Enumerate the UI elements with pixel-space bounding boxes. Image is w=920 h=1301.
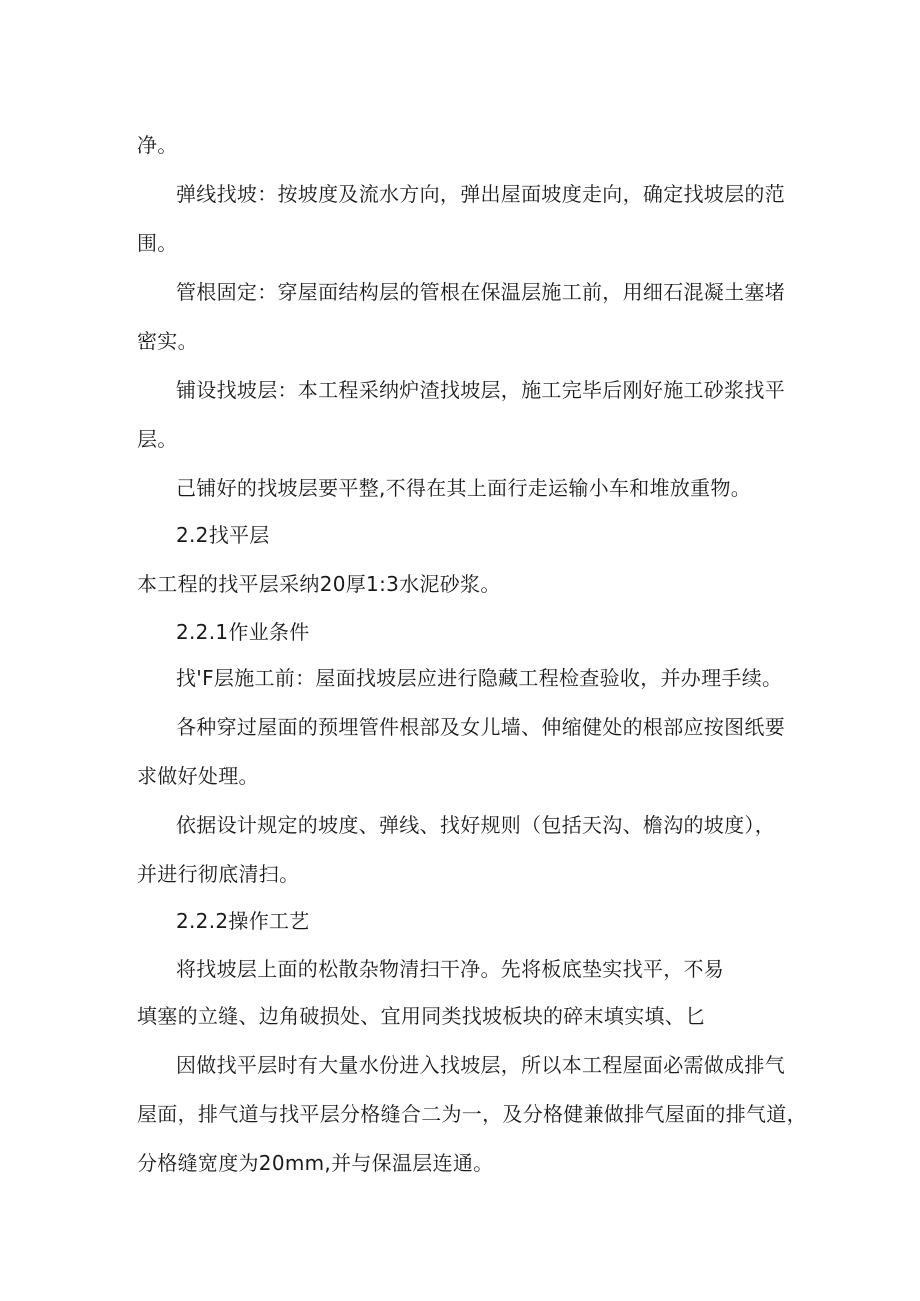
text-line-21: 屋面，排气道与找平层分格缝合二为一，及分格健兼做排气屋面的排气道， — [137, 1102, 807, 1126]
text-line-13: 各种穿过屋面的预埋管件根部及女儿墙、伸缩健处的根部应按图纸要 — [176, 715, 785, 739]
text-line-20: 因做找平层时有大量水份进入找坡层，所以本工程屋面必需做成排气 — [176, 1053, 785, 1077]
text-line-18: 将找坡层上面的松散杂物清扫干净。先将板底垫实找平，不易 — [176, 957, 725, 981]
section-heading-2-2: 2.2找平层 — [176, 523, 270, 547]
text-line-14: 求做好处理。 — [137, 764, 259, 788]
text-line-22: 分格缝宽度为20mm,并与保温层连通。 — [137, 1151, 494, 1175]
text-line-19: 填塞的立缝、边角破损处、宜用同类找坡板块的碎末填实填、匕 — [137, 1004, 706, 1028]
text-line-1: 净。 — [137, 133, 178, 157]
section-heading-2-2-2: 2.2.2操作工艺 — [176, 909, 310, 933]
text-line-12: 找'F层施工前：屋面找坡层应进行隐藏工程检查验收，并办理手续。 — [176, 666, 783, 690]
text-line-3: 围。 — [137, 231, 178, 255]
text-line-2: 弹线找坡：按坡度及流水方向，弹出屋面坡度走向，确定找坡层的范 — [176, 182, 785, 206]
text-line-16: 并进行彻底清扫。 — [137, 862, 300, 886]
text-line-6: 铺设找坡层：本工程采纳炉渣找坡层，施工完毕后刚好施工砂浆找平 — [176, 378, 785, 402]
text-line-10: 本工程的找平层采纳20厚1:3水泥砂浆。 — [137, 572, 501, 596]
text-line-7: 层。 — [137, 427, 178, 451]
text-line-15: 依据设计规定的坡度、弹线、找好规则（包括天沟、檐沟的坡度）， — [176, 813, 775, 837]
text-line-8: 己铺好的找坡层要平整,不得在其上面行走运输小车和堆放重物。 — [176, 476, 752, 500]
section-heading-2-2-1: 2.2.1作业条件 — [176, 620, 310, 644]
text-line-5: 密实。 — [137, 329, 198, 353]
text-line-4: 管根固定：穿屋面结构层的管根在保温层施工前，用细石混凝土塞堵 — [176, 280, 785, 304]
